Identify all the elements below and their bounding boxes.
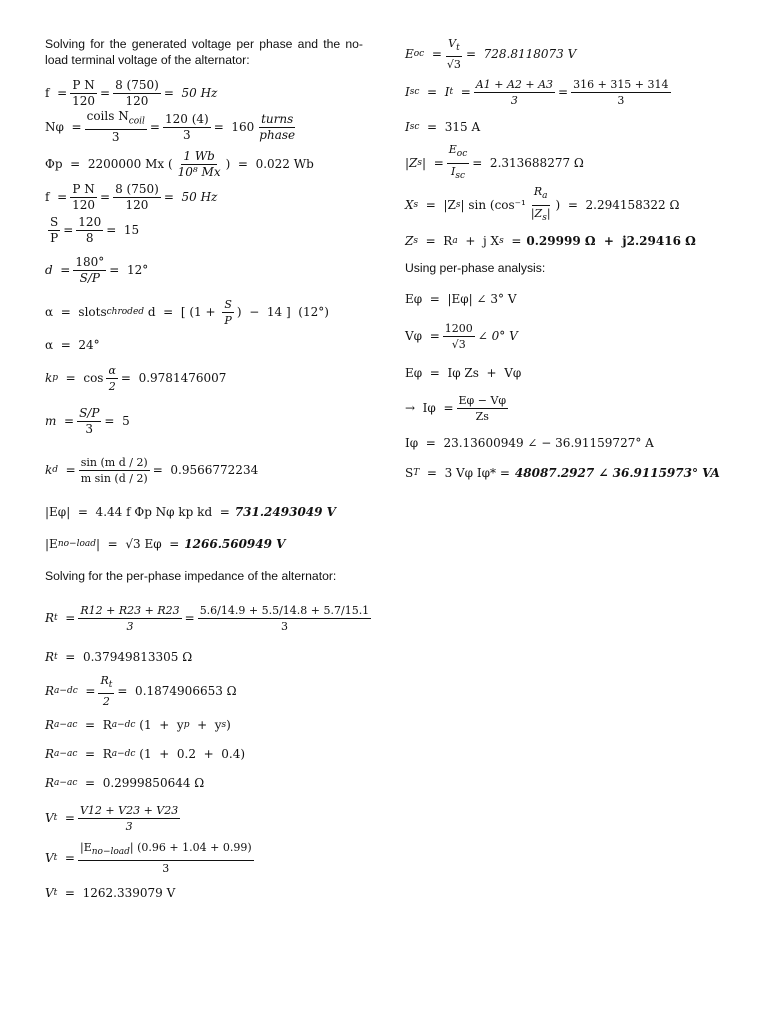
fraction: $\frac{180^\circ}{S/P}$ [75, 254, 105, 285]
fraction: $\frac{\text{P N}}{120}$ [72, 181, 96, 212]
equation-eoc: E oc = $\frac{V_t}{√3}$ = 728.8118073 V [405, 36, 577, 72]
equation-total-power: S T = 3 Vφ Iφ* = 48087.2927 ∠ 36.9115973° VA [405, 466, 720, 480]
intro-paragraph: Solving for the generated voltage per phase and the no-load terminal voltage of the alternator: [45, 37, 363, 67]
equation-e-no-load: |E no−load | = √3 Eφ = 1266.560949 V [45, 537, 286, 551]
equation-isc-value: I sc = 315 A [405, 120, 481, 134]
fraction: $\frac{E_{oc}}{I_{sc}}$ [448, 143, 468, 181]
equation-n-phi: Nφ = $\frac{coils N_{coil}}{3}$ = $\frac{120 (4)}{3}$ = 160 $\frac{\text{turns}}{\text{phase}}$ [45, 108, 296, 145]
equation-kp: k p = cos $\frac{\alpha}{2}$ = 0.9781476007 [45, 363, 227, 393]
fraction: $\frac{8 (750)}{120}$ [115, 181, 159, 212]
fraction: $\frac{\text{sin (m d / 2)}}{\text{m sin (d / 2)}}$ [80, 455, 148, 485]
equation-vt-value: V t = 1262.339079 V [45, 886, 176, 900]
equation-zs-magnitude: |Z s | = $\frac{E_{oc}}{I_{sc}}$ = 2.313688277 Ω [405, 143, 584, 181]
left-column [45, 36, 370, 908]
equation-v-phi: Vφ = $\frac{1200}{√3}$ ∠ 0° V [405, 321, 518, 351]
equation-alpha-slots: α = slots chroded d = [ (1 + $\frac{S}{P}$ ) − 14 ] (12°) [45, 297, 329, 327]
fraction: $\frac{V_t}{√3}$ [446, 36, 461, 72]
equation-i-phi-value: Iφ = 23.13600949 ∠ − 36.91159727° A [405, 436, 654, 450]
equation-e-phi-polar: Eφ = |Eφ| ∠ 3° V [405, 292, 517, 306]
equation-f: f = $\frac{\text{P N}}{120}$ = $\frac{8 (750)}{120}$ = 50 Hz [45, 77, 218, 108]
fraction: $\frac{S/P}{3}$ [79, 405, 100, 436]
fraction: $\frac{316 + 315 + 314}{3}$ [573, 77, 669, 107]
fraction: $\frac{coils N_{coil}}{3}$ [86, 108, 145, 145]
equation-vt-substituted: V t = $\frac{|E_{no-load}| (0.96 + 1.04 + 0.99)}{3}$ [45, 840, 252, 876]
fraction: $\frac{R_t}{2}$ [100, 673, 113, 709]
fraction: $\frac{\text{P N}}{120}$ [72, 77, 96, 108]
fraction: $\frac{|E_{no-load}| (0.96 + 1.04 + 0.99)}{3}$ [79, 840, 252, 876]
equation-ra-dc: R a−dc = $\frac{R_t}{2}$ = 0.1874906653 Ω [45, 673, 237, 709]
equation-rt-value: R t = 0.37949813305 Ω [45, 650, 193, 664]
equation-alpha-value: α = 24° [45, 338, 100, 352]
equation-d: d = $\frac{180^\circ}{S/P}$ = 12° [45, 254, 149, 285]
fraction: $\frac{R_a}{|Z_s|}$ [530, 185, 551, 223]
equation-f-repeat: f = $\frac{\text{P N}}{120}$ = $\frac{8 (750)}{120}$ = 50 Hz [45, 181, 218, 212]
fraction: $\frac{V12 + V23 + V23}{3}$ [79, 803, 179, 833]
equation-phi-p: Φp = 2200000 Mx ( $\frac{1 Wb}{\text{10⁸ Mx}}$ ) = 0.022 Wb [45, 148, 314, 179]
equation-isc-formula: I sc = I t = $\frac{A1 + A2 + A3}{3}$ = $\frac{316 + 315 + 314}{3}$ [405, 77, 669, 107]
equation-kd: k d = $\frac{\text{sin (m d / 2)}}{\text{m sin (d / 2)}}$ = 0.9566772234 [45, 455, 259, 485]
equation-ra-ac-formula: R a−ac = R a−dc (1 + y p + y s ) [45, 718, 231, 732]
fraction: $\frac{\text{turns}}{\text{phase}}$ [259, 111, 296, 142]
fraction: $\frac{1 Wb}{\text{10⁸ Mx}}$ [177, 148, 221, 179]
equation-i-phi-formula: → Iφ = $\frac{E\varphi - V\varphi}{Zs}$ [405, 393, 507, 423]
equation-m: m = $\frac{S/P}{3}$ = 5 [45, 405, 130, 436]
fraction: $\frac{S}{P}$ [224, 297, 232, 327]
fraction: $\frac{5.6/14.9 + 5.5/14.8 + 5.7/15.1}{3}$ [199, 603, 370, 633]
equation-vt: V t = $\frac{V12 + V23 + V23}{3}$ [45, 803, 179, 833]
fraction: $\frac{120 (4)}{3}$ [164, 111, 209, 142]
fraction: $\frac{\alpha}{2}$ [108, 363, 116, 393]
equation-ra-ac-substituted: R a−ac = R a−dc (1 + 0.2 + 0.4) [45, 747, 246, 761]
per-phase-intro: Using per-phase analysis: [405, 261, 546, 275]
equation-ra-ac-value: R a−ac = 0.2999850644 Ω [45, 776, 205, 790]
equation-e-phi: |Eφ| = 4.44 f Φp Nφ kp kd = 731.2493049 V [45, 505, 336, 519]
fraction: $\frac{A1 + A2 + A3}{3}$ [475, 77, 554, 107]
equation-xs: X s = |Z s | sin (cos⁻¹ $\frac{R_a}{|Z_s|}$ ) = 2.294158322 Ω [405, 185, 680, 223]
intro2-paragraph: Solving for the per-phase impedance of the alternator: [45, 569, 337, 583]
equation-rt: R t = $\frac{R12 + R23 + R23}{3}$ = $\frac{5.6/14.9 + 5.5/14.8 + 5.7/15.1}{3}$ [45, 603, 370, 633]
fraction: $\frac{1200}{√3}$ [444, 321, 473, 351]
equation-e-phi-kvl: Eφ = Iφ Zs + Vφ [405, 366, 522, 380]
fraction: $\frac{E\varphi - V\varphi}{Zs}$ [458, 393, 507, 423]
equation-zs-complex: Z s = R a + j X s = 0.29999 Ω + j2.29416 Ω [405, 234, 696, 248]
fraction: $\frac{S}{P}$ [50, 214, 59, 245]
fraction: $\frac{8 (750)}{120}$ [115, 77, 159, 108]
right-column [405, 36, 730, 488]
fraction: $\frac{R12 + R23 + R23}{3}$ [80, 603, 180, 633]
equation-s-over-p: $\frac{S}{P}$ = $\frac{120}{8}$ = 15 [50, 214, 140, 245]
fraction: $\frac{120}{8}$ [78, 214, 102, 245]
